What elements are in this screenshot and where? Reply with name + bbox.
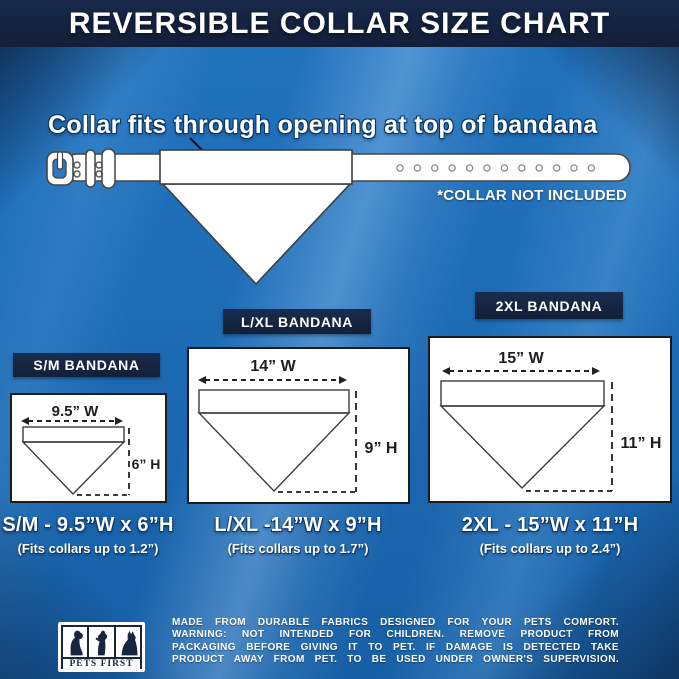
lxl-height-dimension: 9” H	[364, 440, 398, 457]
keeper-loop	[86, 150, 95, 187]
warning-line: PRODUCT AWAY FROM PET. TO BE USED UNDER OWNER'S SUPERVISION.	[172, 654, 619, 666]
lxl-size-text: L/XL -14”W x 9”H	[214, 514, 382, 536]
width-arrow-icon	[442, 367, 600, 375]
dog-sitting-icon	[63, 627, 87, 657]
warning-line: PACKAGING BEFORE GIVING IT TO PET. IF DAMAGE IS DETECTED TAKE	[172, 641, 619, 653]
height-extent-lines	[77, 428, 129, 495]
logo-animal-tiles	[63, 627, 140, 657]
sm-width-dimension: 9.5” W	[51, 403, 99, 420]
warning-line: WARNING: NOT INTENDED FOR CHILDREN. REMOVE PRODUCT FROM	[172, 629, 619, 641]
bandana-outline	[199, 390, 349, 491]
2xl-diagram-panel	[428, 336, 672, 503]
warning-line: MADE FROM DURABLE FABRICS DESIGNED FOR YOUR PETS COMFORT.	[172, 617, 619, 628]
buckle-icon	[47, 152, 73, 185]
collar-not-included-note: *COLLAR NOT INCLUDED	[437, 187, 627, 204]
height-extent-lines	[278, 391, 356, 492]
lxl-size-caption	[168, 514, 428, 556]
sm-fits-text: (Fits collars up to 1.2”)	[17, 541, 159, 556]
2xl-size-text: 2XL - 15”W x 11”H	[461, 514, 639, 536]
logo-wordmark: PETS FIRST	[63, 659, 140, 669]
page-title: REVERSIBLE COLLAR SIZE CHART	[68, 6, 611, 40]
sm-diagram-panel	[10, 393, 167, 503]
height-extent-lines	[526, 382, 612, 491]
collar-bandana-illustration	[30, 128, 650, 293]
lxl-width-dimension: 14” W	[250, 358, 296, 375]
warning-text	[172, 617, 619, 667]
bandana-outline	[441, 381, 604, 488]
2xl-size-caption	[420, 514, 679, 556]
2xl-bandana-label: 2XL BANDANA	[475, 292, 623, 319]
2xl-bandana-diagram	[430, 338, 670, 501]
pets-first-logo	[58, 622, 145, 672]
sm-height-dimension: 6” H	[131, 456, 161, 472]
sm-bandana-diagram	[12, 395, 165, 501]
header-band	[0, 0, 679, 47]
lxl-bandana-label: L/XL BANDANA	[223, 309, 371, 334]
sm-bandana-label: S/M BANDANA	[13, 353, 160, 377]
keeper-loop	[102, 149, 115, 188]
lxl-diagram-panel	[187, 347, 410, 504]
2xl-width-dimension: 15” W	[498, 350, 544, 367]
lxl-fits-text: (Fits collars up to 1.7”)	[227, 541, 369, 556]
2xl-height-dimension: 11” H	[620, 435, 662, 452]
lxl-bandana-diagram	[189, 349, 408, 502]
dog-shepherd-icon	[116, 627, 140, 657]
bandana-outline	[23, 427, 124, 494]
sm-size-text: S/M - 9.5”W x 6”H	[2, 514, 174, 536]
dog-begging-icon	[89, 627, 113, 657]
bandana-illustration	[160, 150, 352, 284]
2xl-fits-text: (Fits collars up to 2.4”)	[479, 541, 621, 556]
collar-opening-caption: Collar fits through opening at top of bandana	[48, 111, 598, 139]
width-arrow-icon	[198, 376, 347, 384]
